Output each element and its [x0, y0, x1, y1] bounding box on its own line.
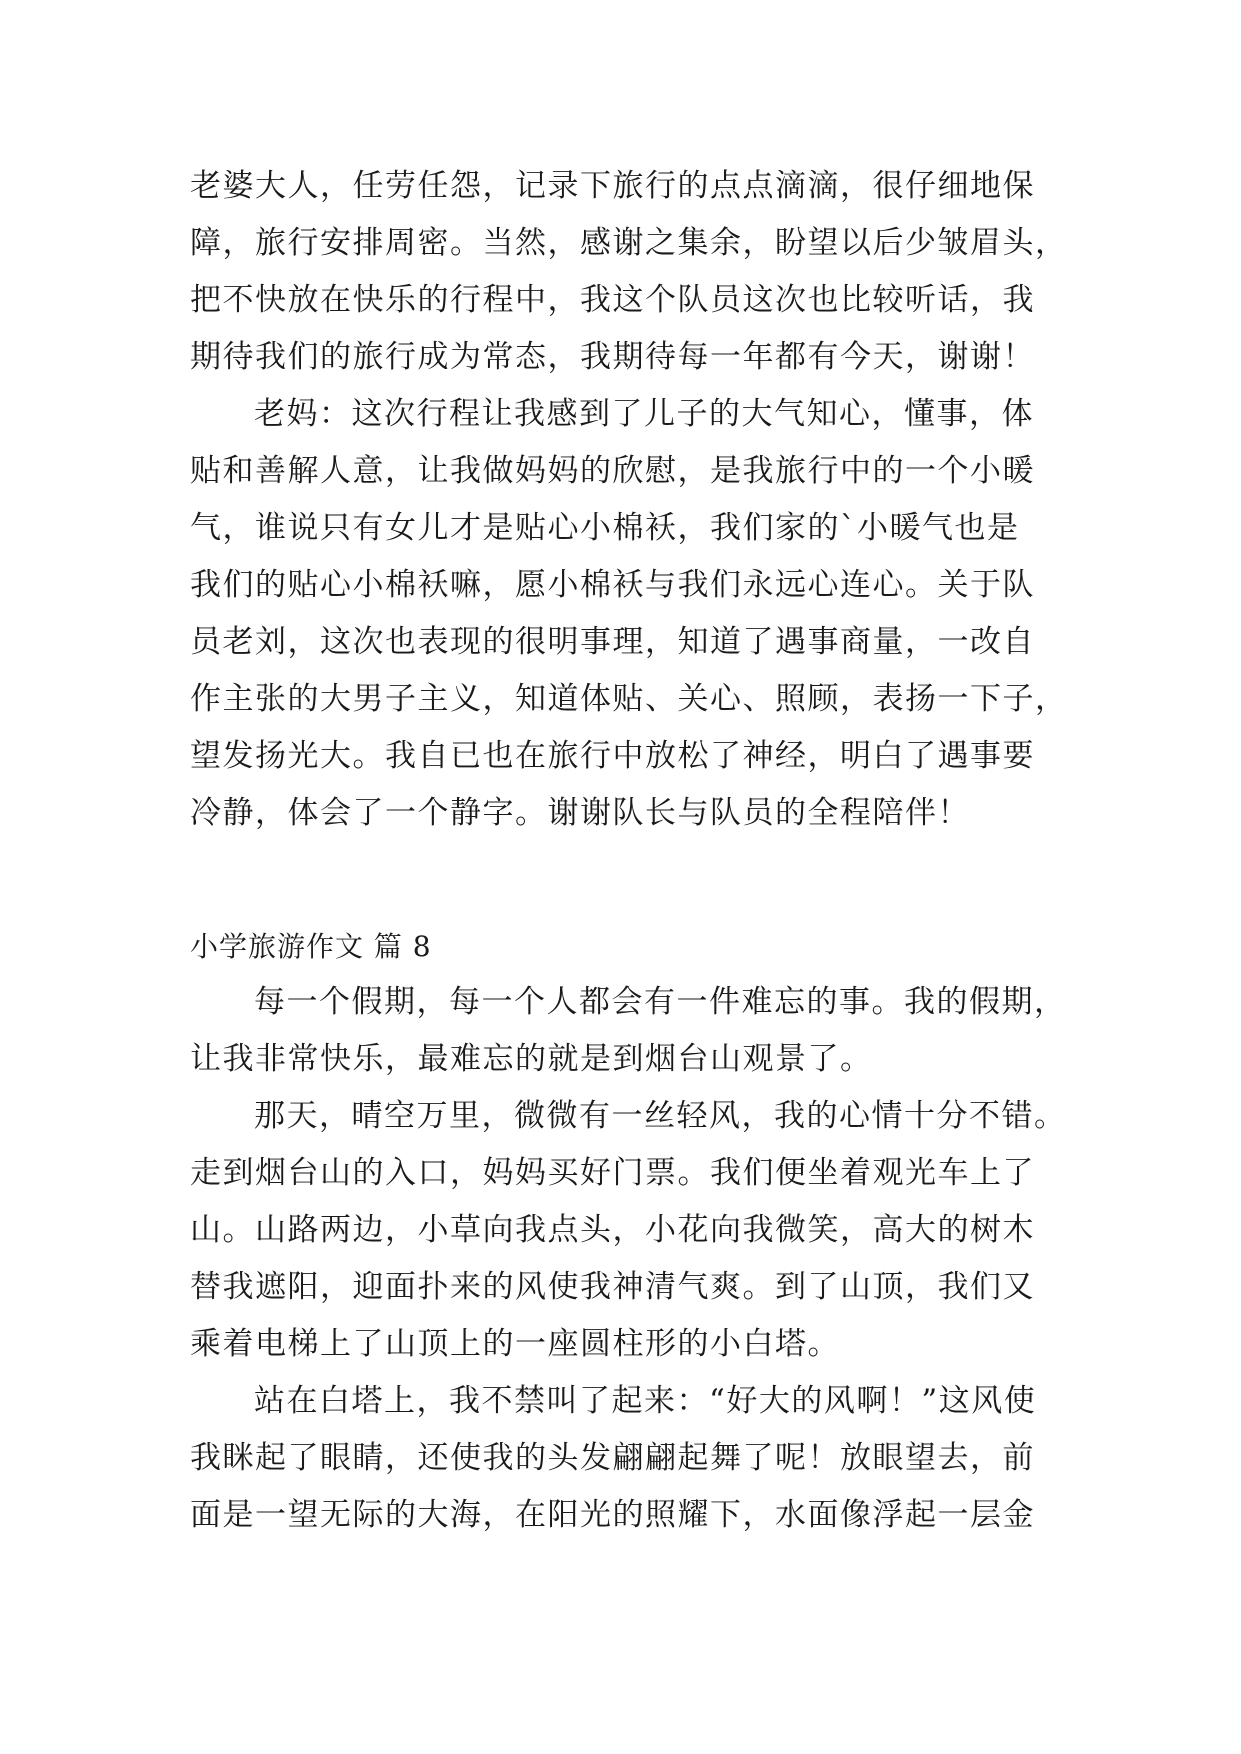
- text-line: 作主张的大男子主义，知道体贴、关心、照顾，表扬一下子，: [190, 681, 1068, 717]
- text-line: 我眯起了眼睛，还使我的头发翩翩起舞了呢！放眼望去，前: [190, 1440, 1035, 1476]
- essay-section-8: [190, 974, 1070, 1544]
- text-line: 障，旅行安排周密。当然，感谢之集余，盼望以后少皱眉头，: [190, 225, 1068, 261]
- text-line: 替我遮阳，迎面扑来的风使我神清气爽。到了山顶，我们又: [190, 1269, 1035, 1305]
- text-line: 走到烟台山的入口，妈妈买好门票。我们便坐着观光车上了: [190, 1155, 1035, 1191]
- text-line: 员老刘，这次也表现的很明事理，知道了遇事商量，一改自: [190, 624, 1035, 660]
- text-line: 那天，晴空万里，微微有一丝轻风，我的心情十分不错。: [254, 1098, 1067, 1134]
- text-line: 面是一望无际的大海，在阳光的照耀下，水面像浮起一层金: [190, 1497, 1035, 1533]
- text-line: 我们的贴心小棉袄嘛，愿小棉袄与我们永远心连心。关于队: [190, 567, 1035, 603]
- text-line: 站在白塔上，我不禁叫了起来：“好大的风啊！”这风使: [254, 1383, 1037, 1419]
- text-line: 山。山路两边，小草向我点头，小花向我微笑，高大的树木: [190, 1212, 1035, 1248]
- text-line: 期待我们的旅行成为常态，我期待每一年都有今天，谢谢！: [190, 339, 1035, 375]
- text-line: 乘着电梯上了山顶上的一座圆柱形的小白塔。: [190, 1326, 840, 1362]
- text-line: 望发扬光大。我自已也在旅行中放松了神经，明白了遇事要: [190, 738, 1035, 774]
- text-line: 老婆大人，任劳任怨，记录下旅行的点点滴滴，很仔细地保: [190, 168, 1035, 204]
- text-line: 贴和善解人意，让我做妈妈的欣慰，是我旅行中的一个小暖: [190, 453, 1035, 489]
- text-line: 每一个假期，每一个人都会有一件难忘的事。我的假期，: [254, 984, 1067, 1020]
- text-line: 冷静，体会了一个静字。谢谢队长与队员的全程陪伴！: [190, 795, 970, 831]
- text-line: 把不快放在快乐的行程中，我这个队员这次也比较听话，我: [190, 282, 1035, 318]
- text-line: 老妈：这次行程让我感到了儿子的大气知心，懂事，体: [254, 396, 1034, 432]
- text-line: 让我非常快乐，最难忘的就是到烟台山观景了。: [190, 1041, 873, 1077]
- section-heading: 小学旅游作文 篇 8: [190, 930, 432, 963]
- text-line: 气，谁说只有女儿才是贴心小棉袄，我们家的`小暖气也是: [190, 510, 1020, 546]
- essay-section-previous: [190, 158, 1070, 842]
